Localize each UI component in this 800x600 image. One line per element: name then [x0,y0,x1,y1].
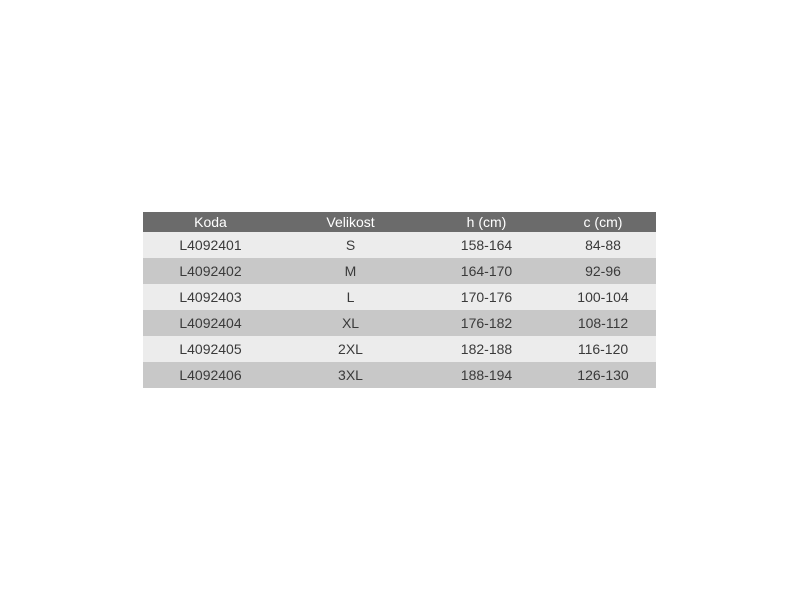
cell-height: 164-170 [423,258,550,284]
header-row [143,212,656,232]
table-row [143,284,656,310]
table-row [143,232,656,258]
table-header [143,212,656,232]
size-chart-table [143,212,656,388]
cell-velikost: S [278,232,423,258]
column-header-koda: Koda [143,212,278,232]
cell-height: 170-176 [423,284,550,310]
cell-height: 176-182 [423,310,550,336]
cell-velikost: XL [278,310,423,336]
table-body [143,232,656,388]
cell-chest: 116-120 [550,336,656,362]
cell-koda: L4092403 [143,284,278,310]
cell-koda: L4092405 [143,336,278,362]
cell-chest: 92-96 [550,258,656,284]
cell-velikost: 3XL [278,362,423,388]
table-row [143,362,656,388]
cell-velikost: L [278,284,423,310]
column-header-height: h (cm) [423,212,550,232]
cell-chest: 126-130 [550,362,656,388]
cell-koda: L4092406 [143,362,278,388]
cell-chest: 108-112 [550,310,656,336]
cell-velikost: 2XL [278,336,423,362]
cell-height: 158-164 [423,232,550,258]
cell-koda: L4092401 [143,232,278,258]
table-row [143,336,656,362]
cell-velikost: M [278,258,423,284]
column-header-velikost: Velikost [278,212,423,232]
table-row [143,258,656,284]
column-header-chest: c (cm) [550,212,656,232]
cell-chest: 100-104 [550,284,656,310]
cell-height: 188-194 [423,362,550,388]
table-row [143,310,656,336]
cell-koda: L4092402 [143,258,278,284]
cell-koda: L4092404 [143,310,278,336]
cell-chest: 84-88 [550,232,656,258]
cell-height: 182-188 [423,336,550,362]
